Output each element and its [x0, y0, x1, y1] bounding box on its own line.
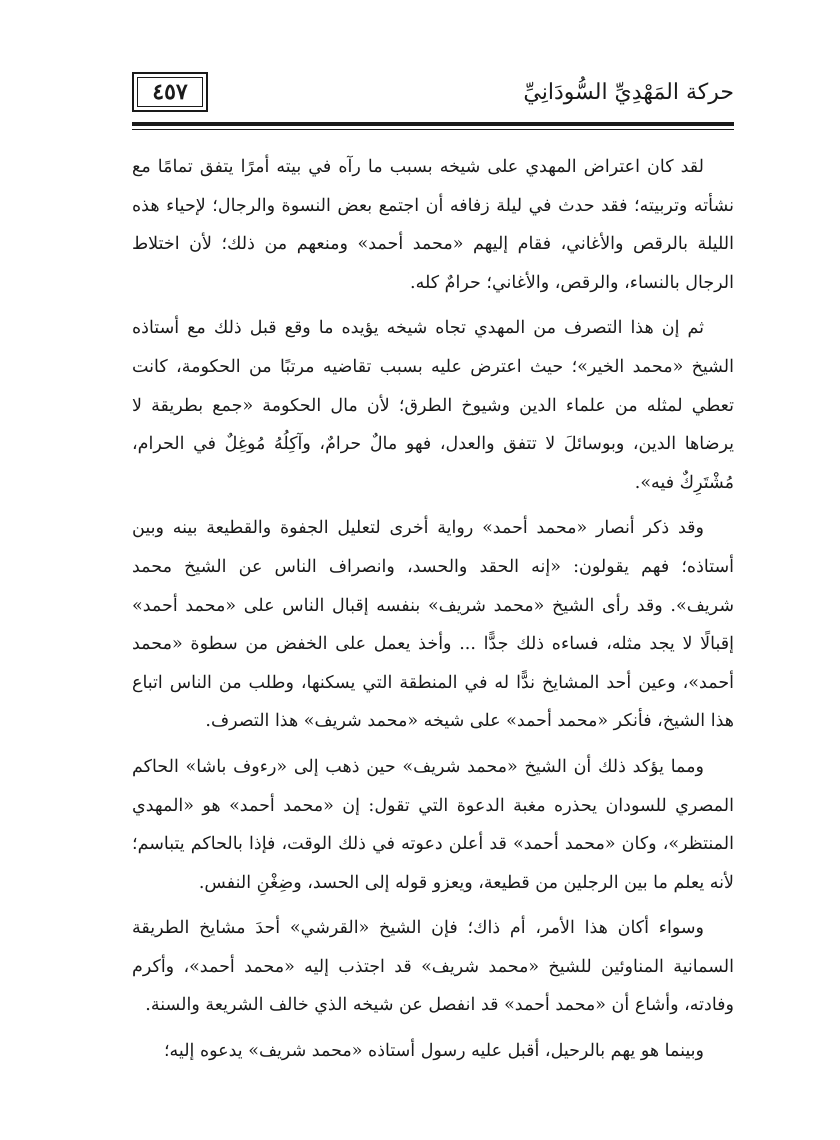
paragraph-1: لقد كان اعتراض المهدي على شيخه بسبب ما رآه في بيته أمرًا يتفق تمامًا مع نشأته وتربيته؛ فقد حدث في ليلة زفافه أن اجتمع بعض النسوة والرجال؛ لإحياء هذه الليلة بالرقص والأغاني، فقام إليهم «محمد أحمد» ومنعهم من ذلك؛ لأن اختلاط الرجال بالنساء، والرقص، والأغاني؛ حرامٌ كله. — [132, 157, 734, 293]
page-header — [132, 72, 734, 116]
paragraph-2: ثم إن هذا التصرف من المهدي تجاه شيخه يؤيده ما وقع قبل ذلك مع أستاذه الشيخ «محمد الخير»؛ حيث اعترض عليه بسبب تقاضيه مرتبًا من الحكومة، كانت تعطي لمثله من علماء الدين وشيوخ الطرق؛ لأن مال الحكومة «جمع بطريقة لا يرضاها الدين، وبوسائلَ لا تتفق والعدل، فهو مالٌ حرامٌ، وآكِلُهُ مُوغِلٌ في الحرام، مُشْتَرِكٌ فيه». — [132, 318, 734, 493]
paragraph-4: ومما يؤكد ذلك أن الشيخ «محمد شريف» حين ذهب إلى «رءوف باشا» الحاكم المصري للسودان يحذره مغبة الدعوة التي تقول: إن «محمد أحمد» هو «المهدي المنتظر»، وكان «محمد أحمد» قد أعلن دعوته في ذلك الوقت، فإذا بالحاكم يتباسم؛ لأنه يعلم ما بين الرجلين من قطيعة، ويعزو قوله إلى الحسد، وضِغْنِ النفس. — [132, 756, 734, 893]
header-rule-thin — [132, 129, 734, 130]
header-rule-thick — [132, 122, 734, 126]
running-title: حركة المَهْدِيِّ السُّودَانِيِّ — [523, 80, 734, 105]
body-text — [132, 148, 734, 1078]
page-number-frame — [132, 72, 208, 112]
paragraph-3: وقد ذكر أنصار «محمد أحمد» رواية أخرى لتعليل الجفوة والقطيعة بينه وبين أستاذه؛ فهم يقولون: «إنه الحقد والحسد، وانصراف الناس عن الشيخ محمد شريف». وقد رأى الشيخ «محمد شريف» بنفسه إقبال الناس على «محمد أحمد» إقبالًا لا يجد مثله، فساءه ذلك جدًّا ... وأخذ يعمل على الخفض من سطوة «محمد أحمد»، وعين أحد المشايخ ندًّا له في المنطقة التي يسكنها، وطلب من الناس اتباع هذا الشيخ، فأنكر «محمد أحمد» على شيخه «محمد شريف» هذا التصرف. — [132, 518, 734, 732]
paragraph-5: وسواء أكان هذا الأمر، أم ذاك؛ فإن الشيخ «القرشي» أحدَ مشايخ الطريقة السمانية المناوئين للشيخ «محمد شريف» قد اجتذب إليه «محمد أحمد»، وأكرم وفادته، وأشاع أن «محمد أحمد» قد انفصل عن شيخه الذي خالف الشريعة والسنة. — [132, 918, 734, 1016]
page-number: ٤٥٧ — [152, 79, 188, 105]
paragraph-6: وبينما هو يهم بالرحيل، أقبل عليه رسول أستاذه «محمد شريف» يدعوه إليه؛ — [163, 1041, 704, 1062]
